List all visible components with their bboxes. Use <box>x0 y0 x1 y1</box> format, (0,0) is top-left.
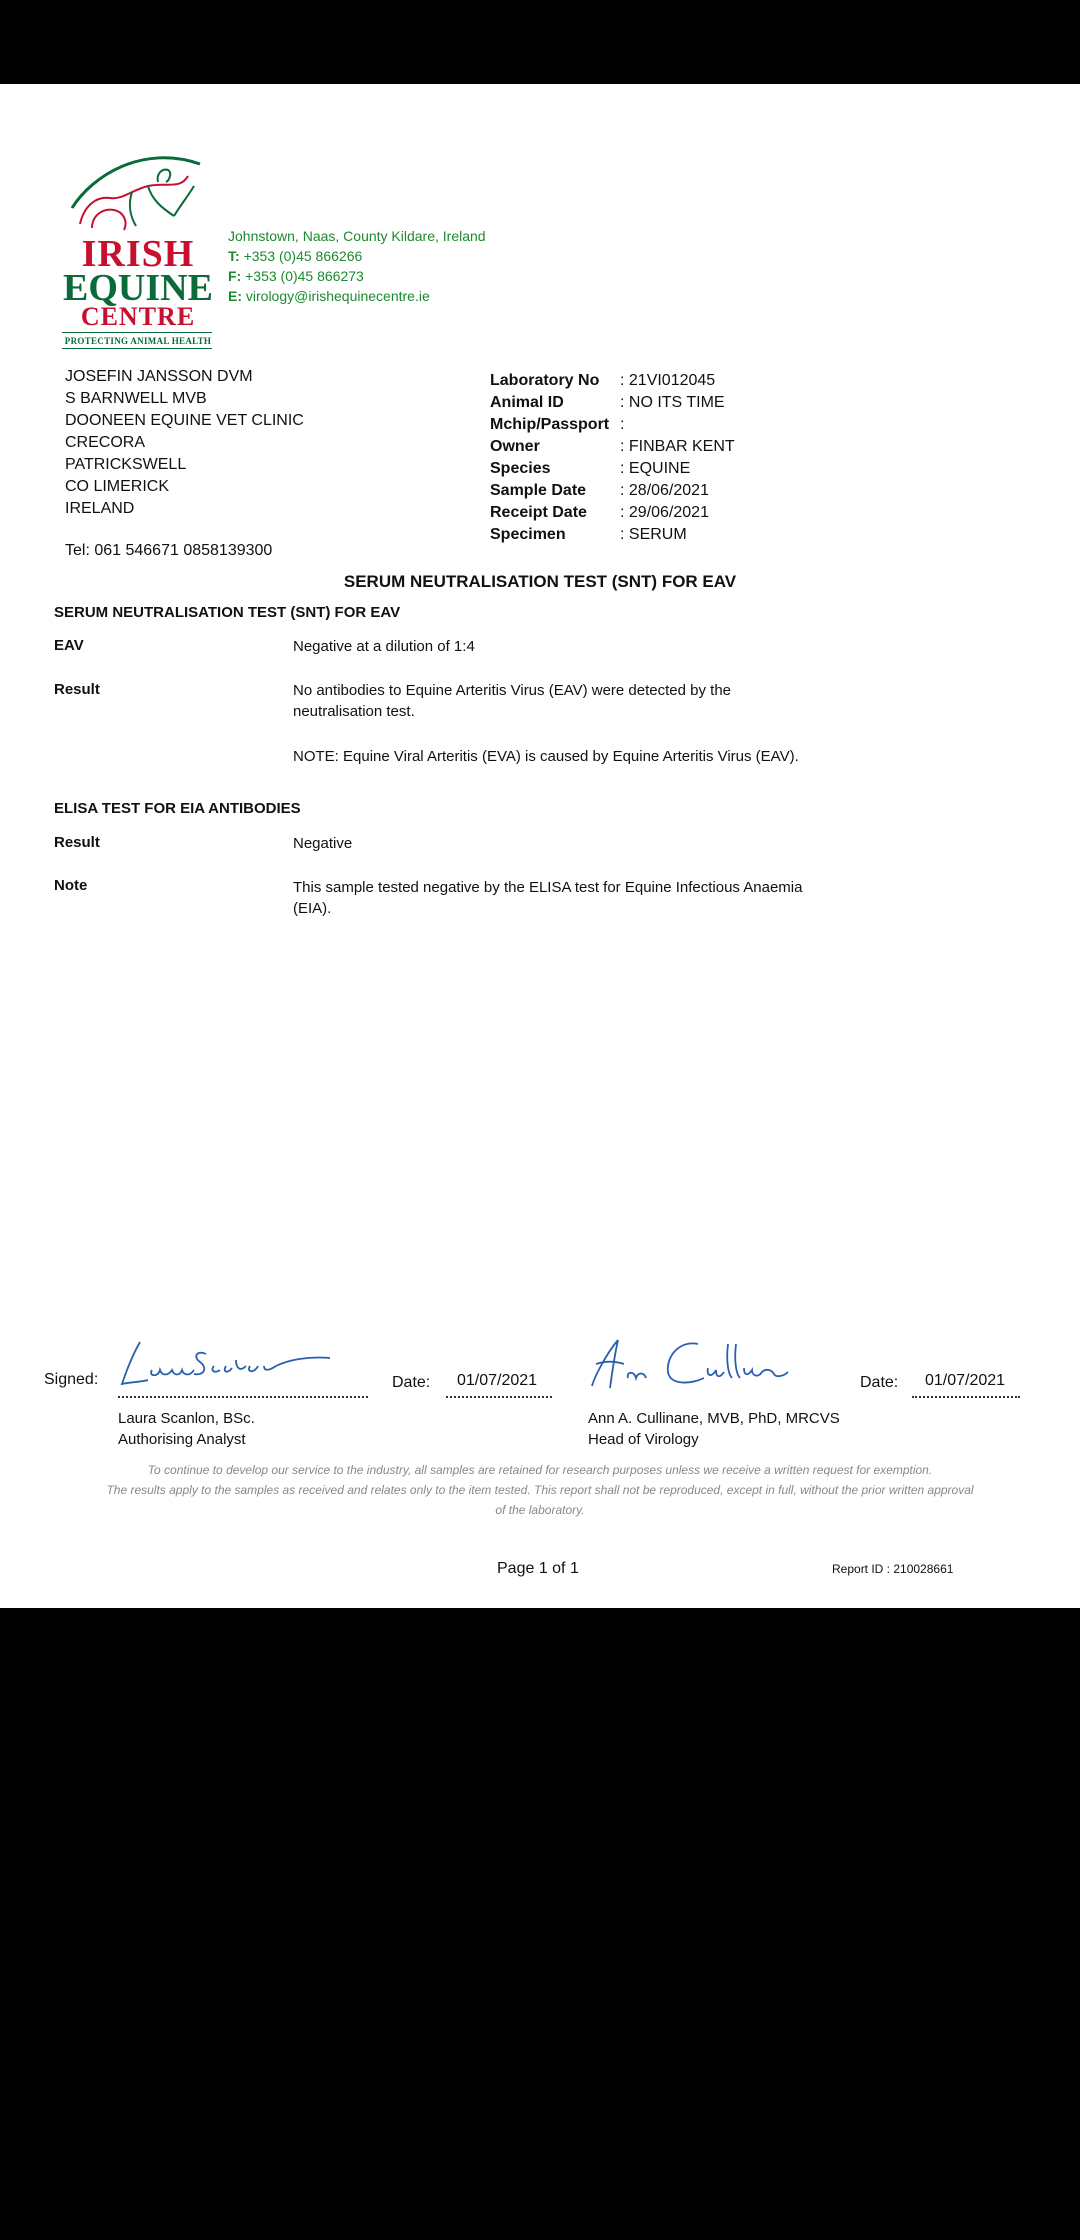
date-value-2: 01/07/2021 <box>925 1372 1006 1389</box>
sample-info <box>490 370 735 546</box>
disclaimer <box>100 1460 980 1520</box>
signer2-role: Head of Virology <box>588 1431 699 1448</box>
note-label: Note <box>54 877 88 894</box>
result-elisa-label: Result <box>54 834 100 851</box>
date-line-2 <box>912 1396 1020 1398</box>
report-title: SERUM NEUTRALISATION TEST (SNT) FOR EAV <box>343 572 737 591</box>
date-label-1: Date: <box>392 1374 431 1391</box>
disclaimer-line-2: The results apply to the samples as received and relates only to the item tested. This report shall not be reproduced, except in full, without the prior written approval of the laboratory. <box>106 1483 974 1517</box>
contact-email: E: virology@irishequinecentre.ie <box>228 288 430 304</box>
info-row-receipt-date: Receipt Date : 29/06/2021 <box>490 504 709 521</box>
result-elisa-value: Negative <box>293 835 353 852</box>
date-label-2: Date: <box>860 1374 899 1391</box>
note-value: This sample tested negative by the ELISA test for Equine Infectious Anaemia (EIA). <box>293 879 803 917</box>
logo-rule-bottom <box>62 348 212 349</box>
contact-fax: F: +353 (0)45 866273 <box>228 268 364 284</box>
contact-phone: T: +353 (0)45 866266 <box>228 248 363 264</box>
signer1-block <box>118 1408 255 1450</box>
info-row-specimen: Specimen : SERUM <box>490 526 687 543</box>
report-page <box>0 84 1080 1608</box>
addressee-block <box>65 366 304 520</box>
logo-word-centre: CENTRE <box>80 302 196 331</box>
info-row-owner: Owner : FINBAR KENT <box>490 438 735 455</box>
info-row-animal-id: Animal ID : NO ITS TIME <box>490 394 725 411</box>
eav-label: EAV <box>54 637 84 654</box>
signer2-name: Ann A. Cullinane, MVB, PhD, MRCVS <box>588 1410 840 1427</box>
horse-logo-icon <box>62 146 222 232</box>
date-line-1 <box>446 1396 552 1398</box>
result-snt-label: Result <box>54 681 100 698</box>
signature-ann-cullinane <box>588 1334 800 1394</box>
addressee-line: CRECORA <box>65 434 146 451</box>
info-row-sample-date: Sample Date : 28/06/2021 <box>490 482 709 499</box>
addressee-line: IRELAND <box>65 500 135 517</box>
addressee-line: DOONEEN EQUINE VET CLINIC <box>65 412 304 429</box>
addressee-line: S BARNWELL MVB <box>65 390 207 407</box>
signer1-role: Authorising Analyst <box>118 1431 246 1448</box>
date-value-1: 01/07/2021 <box>457 1372 538 1389</box>
signature-laura-scanlon <box>118 1336 340 1394</box>
addressee-line: PATRICKSWELL <box>65 456 187 473</box>
signer2-block <box>588 1408 840 1450</box>
eva-note: NOTE: Equine Viral Arteritis (EVA) is caused by Equine Arteritis Virus (EAV). <box>293 748 799 765</box>
logo-word-equine: EQUINE <box>63 267 213 309</box>
addressee-line: CO LIMERICK <box>65 478 170 495</box>
disclaimer-line-1: To continue to develop our service to the industry, all samples are retained for research purposes unless we receive a written request for exemption. <box>147 1463 933 1477</box>
page-number: Page 1 of 1 <box>497 1560 579 1577</box>
logo-rule-top <box>62 332 212 333</box>
result-snt-value: No antibodies to Equine Arteritis Virus (EAV) were detected by the neutralisation test. <box>293 682 732 720</box>
signer1-name: Laura Scanlon, BSc. <box>118 1410 255 1427</box>
logo-tagline: PROTECTING ANIMAL HEALTH <box>64 336 212 346</box>
info-row-species: Species : EQUINE <box>490 460 691 477</box>
addressee-tel: Tel: 061 546671 0858139300 <box>65 542 273 559</box>
logo-word-irish: IRISH <box>81 233 195 275</box>
info-row-lab-no: Laboratory No : 21VI012045 <box>490 372 716 389</box>
signed-label: Signed: <box>44 1371 99 1388</box>
signature-line-1 <box>118 1396 368 1398</box>
contact-address: Johnstown, Naas, County Kildare, Ireland <box>228 228 486 244</box>
contact-block <box>228 226 486 306</box>
addressee-line: JOSEFIN JANSSON DVM <box>65 368 253 385</box>
section-elisa-heading: ELISA TEST FOR EIA ANTIBODIES <box>54 800 301 817</box>
section-snt-heading: SERUM NEUTRALISATION TEST (SNT) FOR EAV <box>54 604 401 621</box>
report-id: Report ID : 210028661 <box>832 1562 954 1576</box>
info-row-mchip: Mchip/Passport : <box>490 416 625 433</box>
eav-value: Negative at a dilution of 1:4 <box>293 638 475 655</box>
